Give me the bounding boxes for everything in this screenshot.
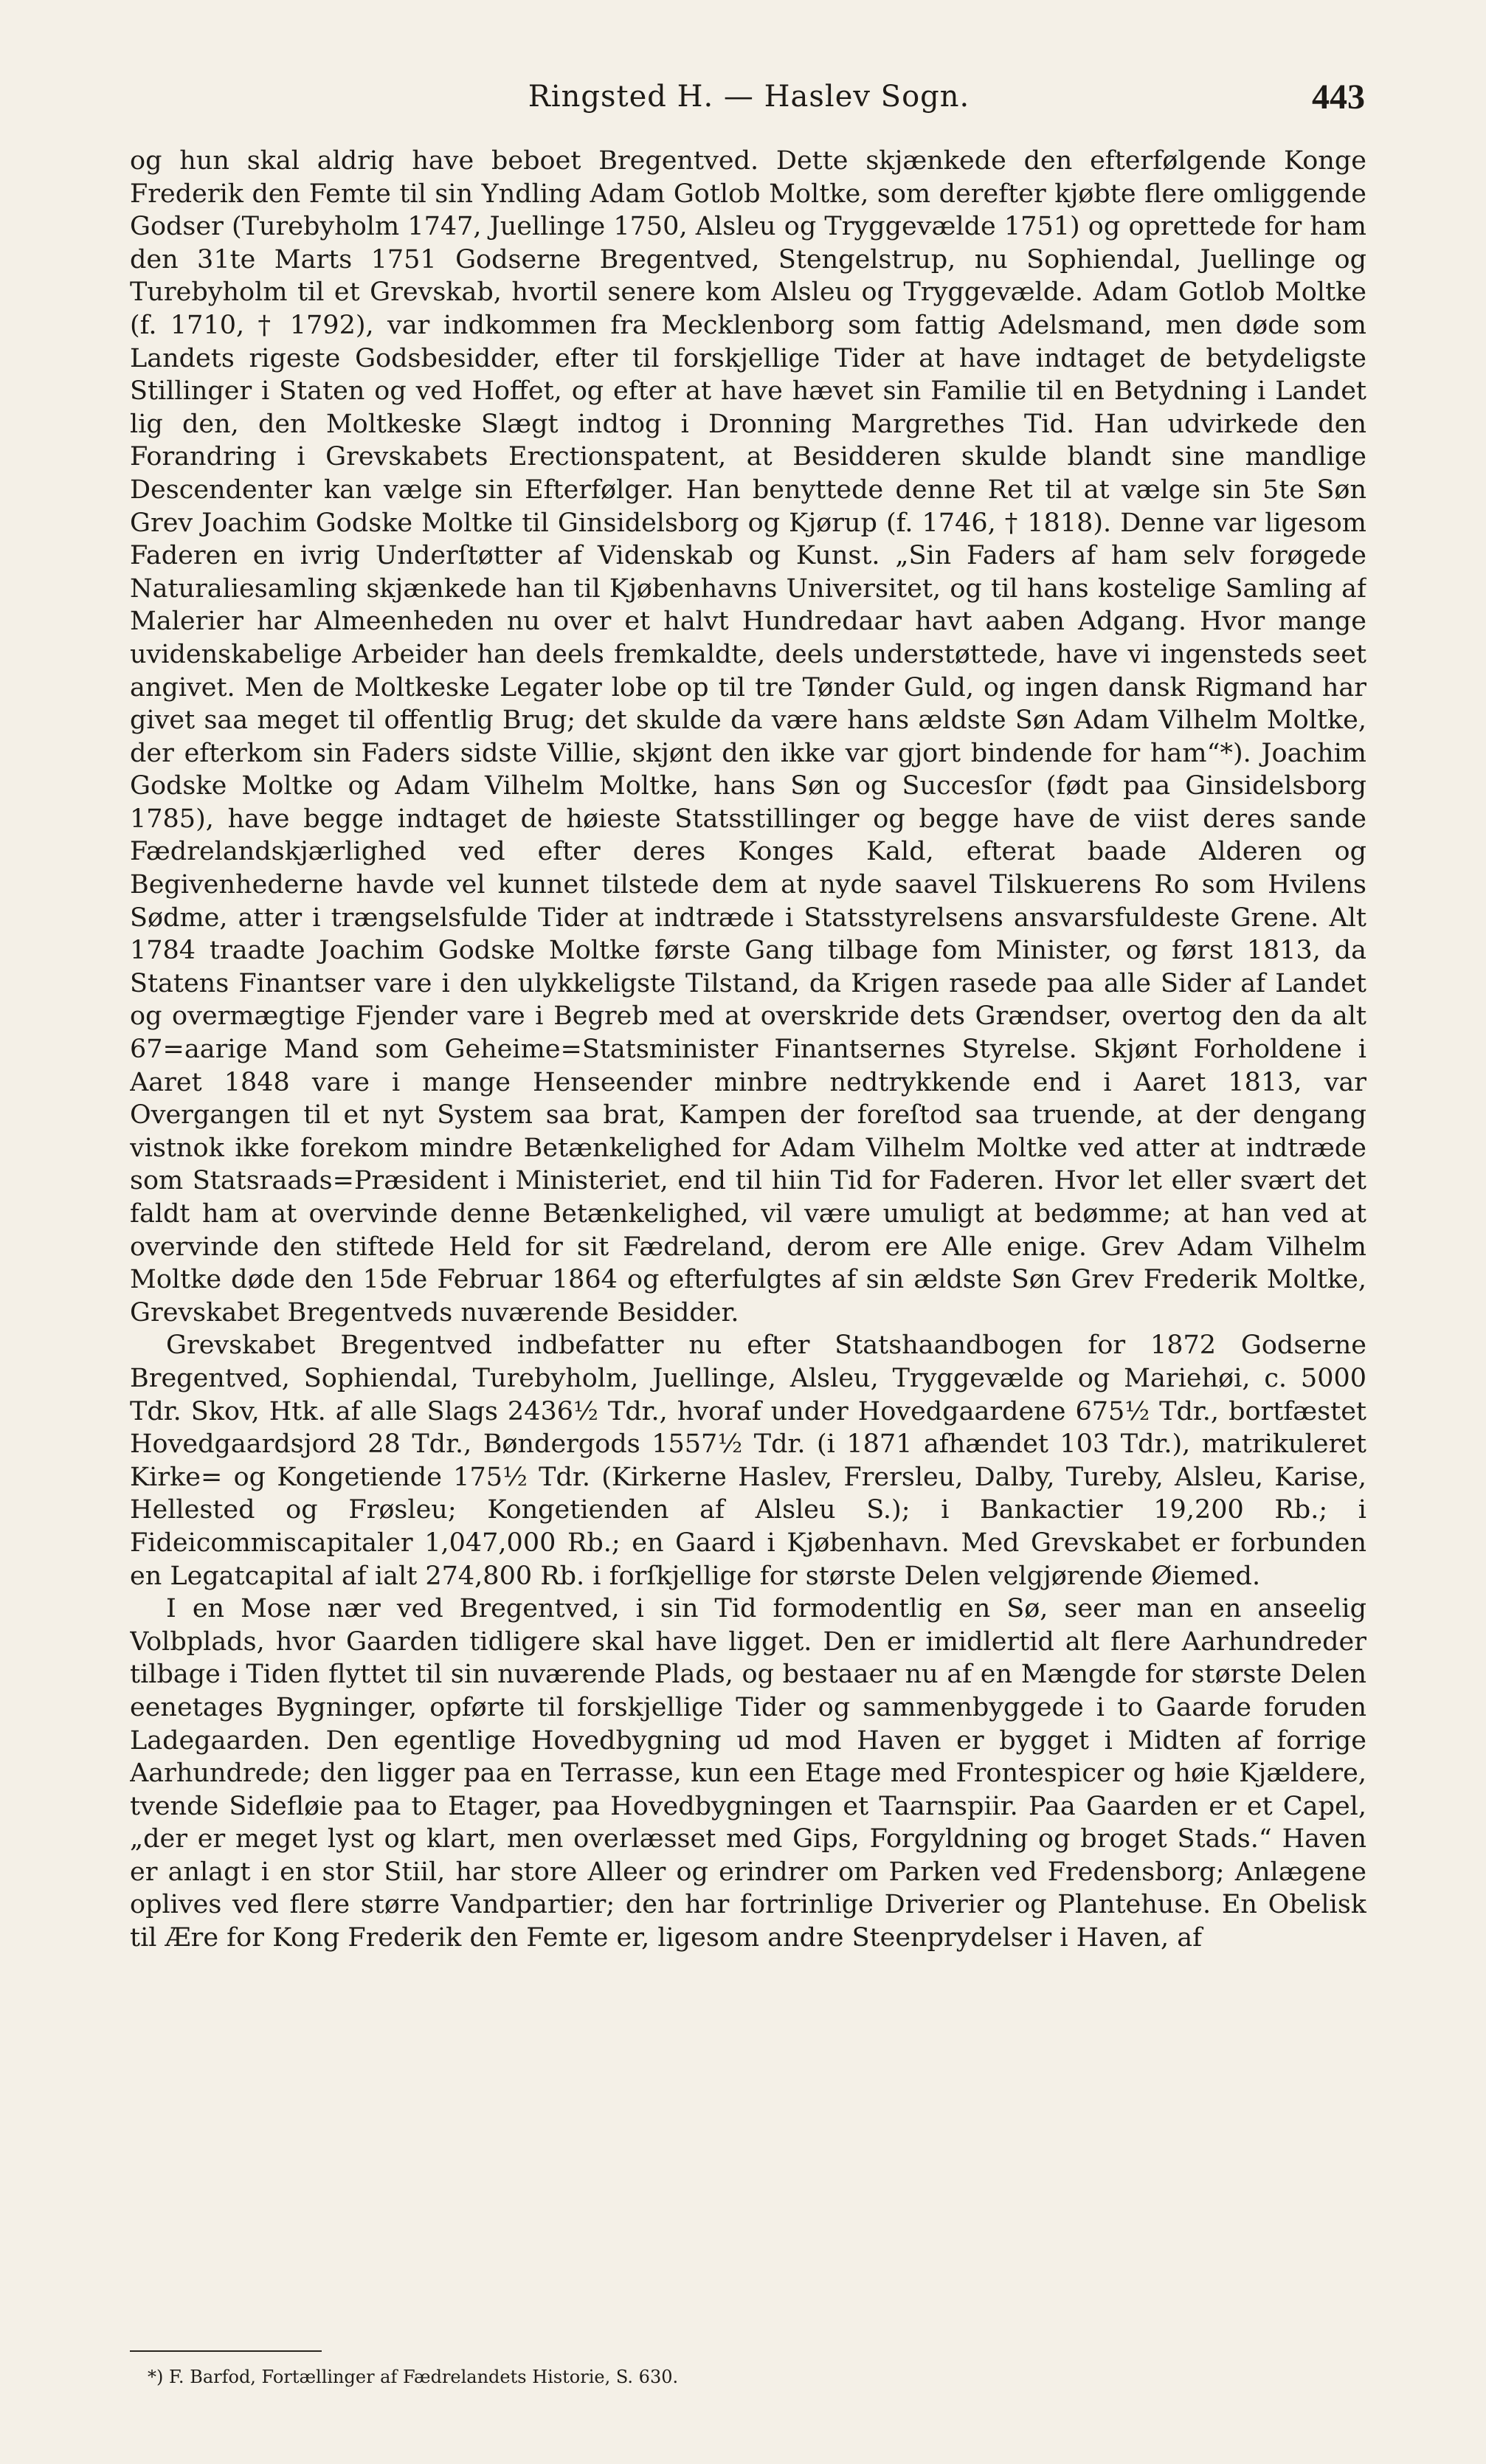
footnote-text: F. Barfod, Fortællinger af Fædrelandets Historie, S. 630.	[169, 2367, 679, 2387]
body-text	[130, 145, 1366, 2322]
running-title: Ringsted H. — Haslev Sogn.	[528, 80, 970, 114]
footnote-marker: *)	[148, 2367, 164, 2387]
running-head	[133, 77, 1365, 124]
paragraph-moltke-history: og hun skal aldrig have beboet Bregentved. Dette skjænkede den efterfølgende Konge Frederik den Femte til sin Yndling Adam Gotlob Moltke, som derefter kjøbte flere omliggende Godser (Turebyholm 1747, Juellinge 1750, Alsleu og Tryggevælde 1751) og oprettede for ham den 31te Marts 1751 Godserne Bregentved, Stengelstrup, nu Sophiendal, Juellinge og Turebyholm til et Grevskab, hvortil senere kom Alsleu og Tryggevælde. Adam Gotlob Moltke (f. 1710, † 1792), var indkommen fra Mecklenborg som fattig Adelsmand, men døde som Landets rigeste Godsbesidder, efter til forskjellige Tider at have indtaget de betydeligste Stillinger i Staten og ved Hoffet, og efter at have hævet sin Familie til en Betydning i Landet lig den, den Moltkeske Slægt indtog i Dronning Margrethes Tid. Han udvirkede den Forandring i Grevskabets Erectionspatent, at Besidderen skulde blandt sine mandlige Descendenter kan vælge sin Efterfølger. Han benyttede denne Ret til at vælge sin 5te Søn Grev Joachim Godske Moltke til Ginsidelsborg og Kjørup (f. 1746, † 1818). Denne var ligesom Faderen en ivrig Underſtøtter af Videnskab og Kunst. „Sin Faders af ham selv forøgede Naturaliesamling skjænkede han til Kjøbenhavns Universitet, og til hans kostelige Samling af Malerier har Almeenheden nu over et halvt Hundredaar havt aaben Adgang. Hvor mange uvidenskabelige Arbeider han deels fremkaldte, deels understøttede, have vi ingensteds seet angivet. Men de Moltkeske Legater lobe op til tre Tønder Guld, og ingen dansk Rigmand har givet saa meget til offentlig Brug; det skulde da være hans ældste Søn Adam Vilhelm Moltke, der efterkom sin Faders sidste Villie, skjønt den ikke var gjort bindende for ham“*). Joachim Godske Moltke og Adam Vilhelm Moltke, hans Søn og Succesſor (født paa Ginsidelsborg 1785), have begge indtaget de høieste Statsstillinger og begge have de viist deres sande Fædrelandskjærlighed ved efter deres Konges Kald, efterat baade Alderen og Begivenhederne havde vel kunnet tilstede dem at nyde saavel Tilskuerens Ro som Hvilens Sødme, atter i trængselsfulde Tider at indtræde i Statsstyrelsens ansvarsfuldeste Grene. Alt 1784 traadte Joachim Godske Moltke første Gang tilbage fom Minister, og først 1813, da Statens Finantser vare i den ulykkeligste Tilstand, da Krigen rasede paa alle Sider af Landet og overmægtige Fjender vare i Begreb med at overskride dets Grændser, overtog den da alt 67=aarige Mand som Geheime=Statsminister Finantsernes Styrelse. Skjønt Forholdene i Aaret 1848 vare i mange Henseender minbre nedtrykkende end i Aaret 1813, var Overgangen til et nyt System saa brat, Kampen der foreſtod saa truende, at der dengang vistnok ikke forekom mindre Betænkelighed for Adam Vilhelm Moltke ved atter at indtræde som Statsraads=Præsident i Ministeriet, end til hiin Tid for Faderen. Hvor let eller svært det faldt ham at overvinde denne Betænkelighed, vil være umuligt at bedømme; at han ved at overvinde den stiftede Held for sit Fædreland, derom ere Alle enige. Grev Adam Vilhelm Moltke døde den 15de Februar 1864 og efterfulgtes af sin ældste Søn Grev Frederik Moltke, Grevskabet Bregentveds nuværende Besidder.	[130, 146, 1366, 1328]
paragraph-grevskab-holdings: Grevskabet Bregentved indbefatter nu efter Statshaandbogen for 1872 Godserne Bregentved, Sophiendal, Turebyholm, Juellinge, Alsleu, Tryggevælde og Mariehøi, c. 5000 Tdr. Skov, Htk. af alle Slags 2436½ Tdr., hvoraf under Hovedgaardene 675½ Tdr., bortfæstet Hovedgaardsjord 28 Tdr., Bøndergods 1557½ Tdr. (i 1871 afhændet 103 Tdr.), matrikuleret Kirke= og Kongetiende 175½ Tdr. (Kirkerne Haslev, Frersleu, Dalby, Tureby, Alsleu, Karise, Hellested og Frøsleu; Kongetienden af Alsleu S.); i Bankactier 19,200 Rb.; i Fideicommiscapitaler 1,047,000 Rb.; en Gaard i Kjøbenhavn. Med Grevskabet er forbunden en Legatcapital af ialt 274,800 Rb. i forſkjellige for største Delen velgjørende Øiemed.	[130, 1331, 1366, 1591]
footnote	[148, 2365, 1328, 2389]
footnote-divider	[130, 2350, 322, 2352]
paragraph-manor-description: I en Mose nær ved Bregentved, i sin Tid formodentlig en Sø, seer man en anseelig Volbplads, hvor Gaarden tidligere skal have ligget. Den er imidlertid alt flere Aarhundreder tilbage i Tiden flyttet til sin nuværende Plads, og bestaaer nu af en Mængde for største Delen eenetages Bygninger, opførte til forskjellige Tider og sammenbyggede i to Gaarde foruden Ladegaarden. Den egentlige Hovedbygning ud mod Haven er bygget i Midten af forrige Aarhundrede; den ligger paa en Terrasse, kun een Etage med Frontespicer og høie Kjældere, tvende Sidefløie paa to Etager, paa Hovedbygningen et Taarnspiir. Paa Gaarden er et Capel, „der er meget lyst og klart, men overlæsset med Gips, Forgyldning og broget Stads.“ Haven er anlagt i en stor Stiil, har store Alleer og erindrer om Parken ved Fredensborg; Anlægene oplives ved flere større Vandpartier; den har fortrinlige Driverier og Plantehuse. En Obelisk til Ære for Kong Frederik den Femte er, ligesom andre Steenprydelser i Haven, af	[130, 1594, 1366, 1953]
page-number: 443	[1312, 77, 1365, 117]
